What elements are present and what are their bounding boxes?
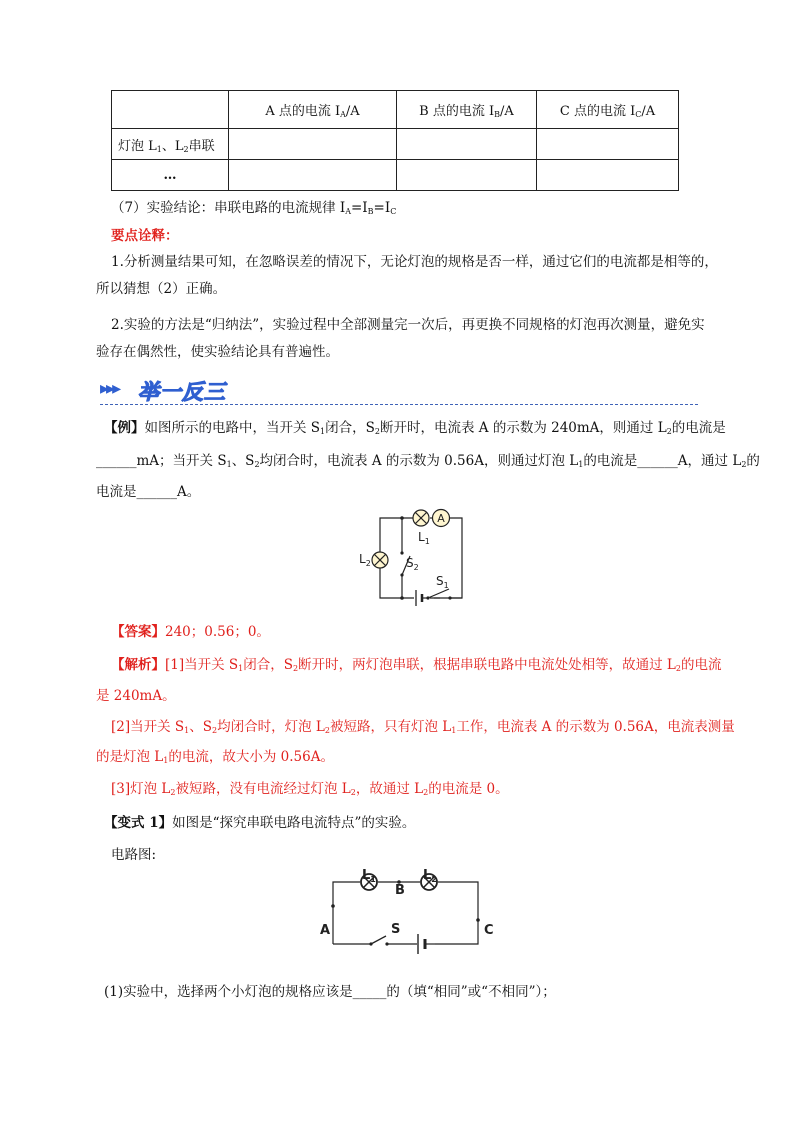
ammeter-label: A — [437, 512, 445, 525]
table-cell — [537, 129, 679, 160]
section-divider — [100, 404, 698, 405]
diagram-caption: 电路图: — [111, 847, 157, 863]
table-cell — [397, 160, 537, 191]
conclusion-text: （7）实验结论：串联电路的电流规律 $I_A=I_B=I_C$ — [111, 200, 397, 216]
lamp-l1-icon — [413, 510, 429, 526]
switch-icon — [369, 936, 388, 946]
analysis-line-5: [3]灯泡 $L_2$被短路，没有电流经过灯泡 $L_2$，故通过 $L_2$的电流是 0。 — [111, 781, 509, 797]
switch-s1-label: $S_1$ — [436, 574, 449, 590]
example-line-2: ______mA；当开关 $S_1$、$S_2$均闭合时，电流表 A 的示数为 0.56A，则通过灯泡 $L_1$的电流是______A，通过 $L_2$的 — [96, 453, 760, 469]
analysis-line-2: 是 240mA。 — [96, 688, 176, 704]
lamp-l2-label: $L_2$ — [359, 552, 371, 568]
battery-icon — [416, 590, 428, 606]
ammeter-icon — [433, 510, 450, 527]
circuit-diagram-1 — [350, 505, 470, 607]
banner-title: 举一反三 — [138, 380, 226, 404]
answer-line: 【答案】240；0.56；0。 — [111, 624, 270, 640]
point-a-label: A — [320, 923, 331, 938]
analysis-line-4: 的是灯泡 $L_1$的电流，故大小为 0.56A。 — [96, 749, 334, 765]
example-line-1: 【例】如图所示的电路中，当开关 $S_1$闭合，$S_2$断开时，电流表 A 的示数为 240mA，则通过 $L_2$的电流是 — [104, 420, 726, 436]
section-banner — [100, 376, 226, 406]
table-row-label: … — [112, 160, 229, 191]
table-cell — [537, 160, 679, 191]
analysis-line-1: 【解析】[1]当开关 $S_1$闭合，$S_2$断开时，两灯泡串联，根据串联电路中电流处处相等，故通过 $L_2$的电流 — [111, 657, 722, 673]
table-header-b: B 点的电流 $I_B/A$ — [397, 91, 537, 129]
banner-arrows-icon: ▸▸▸ — [100, 378, 119, 399]
table-row — [112, 129, 679, 160]
lamp-l2-label: $L_2$ — [423, 868, 437, 884]
table-row-label: 灯泡 $L_1$、$L_2$串联 — [112, 129, 229, 160]
switch-label: S — [391, 922, 401, 937]
table-cell — [229, 129, 397, 160]
data-table — [111, 90, 679, 191]
table-header-row — [112, 91, 679, 129]
key-point-2-line-2: 验存在偶然性，使实验结论具有普遍性。 — [96, 344, 339, 360]
example-line-3: 电流是______A。 — [96, 484, 201, 500]
table-header-c: C 点的电流 $I_C/A$ — [537, 91, 679, 129]
table-cell — [397, 129, 537, 160]
key-point-2-line-1: 2.实验的方法是“归纳法”，实验过程中全部测量完一次后，再更换不同规格的灯泡再次测量，避免实 — [111, 317, 705, 333]
circuit-diagram-2 — [318, 868, 498, 956]
table-row — [112, 160, 679, 191]
switch-s2-label: $S_2$ — [406, 556, 419, 572]
key-point-1-line-2: 所以猜想（2）正确。 — [96, 281, 227, 297]
key-points-heading: 要点诠释： — [111, 228, 179, 244]
key-point-1-line-1: 1.分析测量结果可知，在忽略误差的情况下，无论灯泡的规格是否一样，通过它们的电流都是相等的， — [111, 254, 718, 270]
question-1: (1)实验中，选择两个小灯泡的规格应该是_____的（填“相同”或“不相同”）； — [104, 984, 556, 1000]
lamp-l1-label: $L_1$ — [418, 530, 430, 546]
lamp-l1-label: $L_1$ — [362, 868, 376, 884]
table-header-a: A 点的电流 $I_A/A$ — [229, 91, 397, 129]
table-corner-cell — [112, 91, 229, 129]
table-cell — [229, 160, 397, 191]
analysis-line-3: [2]当开关 $S_1$、$S_2$均闭合时，灯泡 $L_2$被短路，只有灯泡 $L_1$工作，电流表 A 的示数为 0.56A，电流表测量 — [111, 719, 735, 735]
point-c-label: C — [484, 923, 494, 938]
battery-icon — [418, 934, 435, 954]
lamp-l2-icon — [372, 552, 388, 568]
point-b-label: B — [395, 883, 405, 898]
variant-line: 【变式 1】如图是“探究串联电路电流特点”的实验。 — [104, 815, 416, 831]
